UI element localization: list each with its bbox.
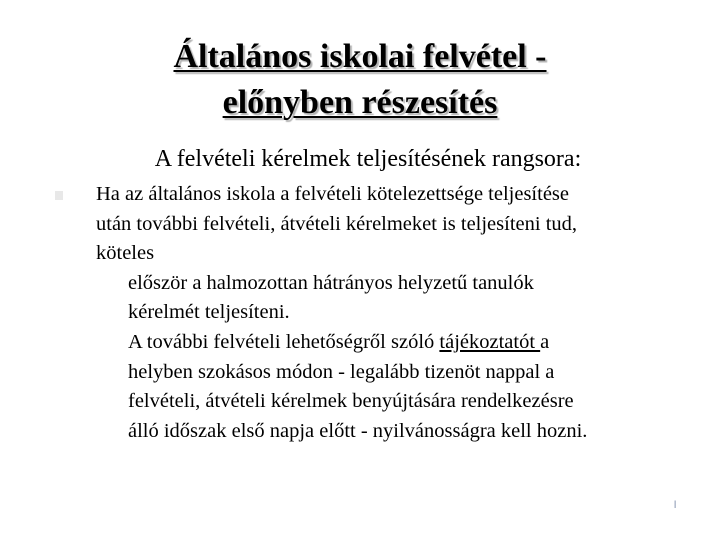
bullet-line: Ha az általános iskola a felvételi kötelezettsége teljesítése	[96, 183, 569, 205]
tajekoztato-link[interactable]: tájékoztatót	[439, 330, 541, 353]
sub-line-text: A további felvételi lehetőségről szóló	[128, 330, 440, 353]
bullet-line: után további felvételi, átvételi kérelmeket is teljesíteni tud,	[96, 212, 578, 235]
slide-subtitle: A felvételi kérelmek teljesítésének rangsora:	[154, 146, 582, 172]
slide-body	[96, 180, 696, 446]
sub-paragraph-1	[128, 269, 696, 328]
bullet-line: köteles	[96, 242, 155, 265]
sub-line: kérelmét teljesíteni.	[128, 301, 290, 324]
slide-title	[0, 34, 720, 126]
sub-line: felvételi, átvételi kérelmek benyújtására rendelkezésre	[128, 390, 574, 413]
sub-line: álló időszak első napja előtt - nyilvánosságra kell hozni.	[128, 419, 588, 442]
title-line-1: Általános iskolai felvétel -	[173, 38, 547, 75]
sub-paragraph-2	[128, 328, 696, 446]
sub-line-text: a	[540, 330, 550, 353]
title-line-2: előnyben részesítés	[222, 84, 498, 121]
sub-line	[128, 328, 696, 358]
page-marker: l	[674, 500, 677, 511]
sub-line: helyben szokásos módon - legalább tizenöt nappal a	[128, 360, 555, 383]
sub-line: először a halmozottan hátrányos helyzetű tanulók	[128, 271, 534, 294]
bullet-square-icon	[55, 191, 63, 200]
bullet-paragraph	[96, 180, 696, 269]
